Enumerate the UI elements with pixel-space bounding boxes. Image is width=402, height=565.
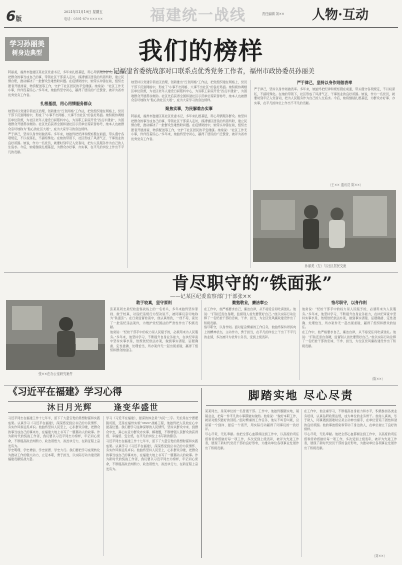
column-divider [299, 300, 300, 380]
article-1-title: 我们的榜样 [138, 36, 264, 65]
date-line: 2021年11月19日 星期五 [64, 10, 103, 14]
article-1-col-b2-text: 她坚持以党建引领社区治理，创新推出“红色网格”工作法，把党组织建在网格上，党员干部下沉到网格中，形成了“小事不出网格、大事不出社区”的良好局面。她积极协调辖区单位资源，为社区老年人建设日间照料中心，为双职工家庭开设“四点半课堂”，为困难群众开展帮扶救助。社区先后获得全国和谐社区示范单位等荣誉称号，她本人也被群众亲切地称为“贴心的社区大姐”，成为大家学习的身边榜样。 [131, 80, 247, 103]
article-2-photo [6, 300, 105, 370]
page-number [6, 6, 22, 25]
article-4-column-1 [205, 409, 299, 559]
article-1-col-c2-text: 严于律己，坚持以身作则做表率。多年来，她始终把纪律和规矩挺在前面，带头遵守各项规定，不以权谋私，不搞特殊化。在她的带领下，社区形成了风清气正、干事创业的良好氛围。她说，作为一名党员，就要时刻牢记入党誓词，把为人民服务作为自己的人生追求。今后，她将继续扎根基层，为群众办好事、办实事，在平凡的岗位上作出不平凡的贡献。 [254, 87, 395, 105]
article-3-subtitle-a: 沐日月光辉 [47, 402, 93, 412]
badge-line-1: 学习孙丽美 [9, 40, 45, 48]
article-1-byline: （王×× 通讯员 陈××） [328, 183, 364, 187]
paper-name: 福建统一战线 [150, 6, 247, 24]
article-1-right-head: 严于律己，坚持以身作则做表率 [296, 80, 353, 85]
photo-office [6, 300, 105, 370]
column-divider [250, 80, 251, 268]
editor-line: 责任编辑 刘×× [262, 12, 285, 16]
article-2-subtitle: ——记某区纪委监察部门干部张×× [170, 294, 252, 300]
article-2-col-a-text: 张某某同志是纪检监察战线上的一名老兵，多年来始终坚持原则、敢于较真，对违纪违规行为坚决说不，被同事们亲切地称为“铁面张”。在日常监督检查中，他认真细致，一丝不苟，查处了一批违纪违法案件，为维护党纪国法的严肃性作出了积极贡献。 [110, 307, 198, 330]
article-1-col-a-text: 阿丽美，福州市鼓楼区某社区党委书记，多年来扎根基层，用心用情服务群众。她坚持把群众的事当成自己的事，带领社区干部深入走访，摸清辖区居民的所思所盼，建立民情台账，推动解决了一批群众急难愁盼问题。在疫情防控中，她带头冲锋在前，组织志愿者开展排查、物资配送等工作，守护了社区居民的平安健康。她常说：“社区工作无小事，件件连着民心。”多年来，她始终坚守初心，赢得了居民的广泛赞誉，被评为省市优秀党务工作者。 [8, 70, 124, 97]
article-4-byline: （刘××） [372, 554, 387, 558]
article-4-body-a: 某某同志，是某单位的一名普通干部。工作中，他始终脚踏实地，兢兢业业，把每一件平凡的小事都做实做细。他常说：“做好本职工作，就是对组织最好的回报。”面对繁重的工作任务，他从不叫苦叫累，总是第一个到岗、最后一个离开，用实际行动赢得了同事们的一致好评。 [205, 409, 299, 432]
article-2-photo-caption: 张××在办公室研究案件 [38, 372, 73, 376]
article-4-body-c: 尽心尽责，无私奉献。他把全部心血都倾注到工作中，以高度的责任感和使命感做好每一项工作，多次受到上级表彰，被评为先进工作者，展现了新时代党员干部的良好形象，为推动单位各项事业发展作出了积极贡献。 [205, 431, 299, 450]
article-4-body-b: 在工作中，他注重学习，不断提高自身能力和水平，积极参加各类业务培训，认真钻研政策法规，成为单位的业务骨干。他待人真诚，乐于助人，同事遇到困难时总是主动伸出援手，在单位营造了团结和谐的良好氛围。他的事迹感染和带动了身边的人，在单位树立了良好的榜样。 [304, 409, 397, 432]
article-3-column-1 [8, 416, 100, 558]
article-1-subtitle: ——记福建省委统战部对口联系点优秀党务工作者，福州市政协委员孙丽美 [100, 67, 315, 75]
sub-line: 电话：0591-87×××××× [64, 17, 103, 21]
article-2-col-b2-text: 他常说：“纪检干部手中的权力是人民赋予的，必须用来为人民服务。”多年来，他坚持学习，不断提升自身业务能力，在执纪审查中坚持实事求是，依规依纪依法办案，做到事实清楚、证据确凿、定性准确、处理恰当，所办案件无一起出现差错，赢得了组织和群众的信任。 [302, 307, 396, 330]
article-1-column-3 [254, 80, 395, 188]
article-1-photo-caption: 孙丽美（左）与社区居民交流 [304, 264, 347, 268]
article-1-photo [253, 190, 396, 262]
article-2-title: 肯尽职守的“铁面张” [172, 274, 333, 294]
article-3-title: 《习近平在福建》学习心得 [8, 387, 123, 398]
article-3-body-a: 习近平同志在福建工作十七年半，留下了大量宝贵的思想财富和实践成果。认真学习《习近平在福建》，深深感受到总书记的为民情怀、务实作风和远见卓识。他始终坚持人民至上，心系群众冷暖，把群众的事当成自己的事来办，在福建大地上书写了一篇篇动人的故事。作为新时代的统战工作者，我们要以习近平同志为榜样，牢记初心使命，不断提高政治判断力、政治领悟力、政治执行力，在新征程上奋发有为。 [8, 416, 100, 448]
article-1-section-head-2: 聚焦实事，为民解难办实事 [165, 105, 213, 111]
article-1-col-b-text: 她坚持以党建引领社区治理，创新推出“红色网格”工作法，把党组织建在网格上，党员干部下沉到网格中，形成了“小事不出网格、大事不出社区”的良好局面。她积极协调辖区单位资源，为社区老年人建设日间照料中心，为双职工家庭开设“四点半课堂”，为困难群众开展帮扶救助。社区先后获得全国和谐社区示范单位等荣誉称号，她本人也被群众亲切地称为“贴心的社区大姐”，成为大家学习的身边榜样。 [8, 108, 124, 131]
article-3-column-2 [106, 416, 198, 558]
column-divider [201, 300, 202, 380]
article-2-col-d-text: 恪尽职守，以身作则。面对复杂繁重的工作任务，他始终保持昂扬向上的精神状态，主动作为，勇于担当，在平凡的岗位上干出了不平凡的业绩，多次被评为优秀公务员，受到上级表彰。 [204, 325, 296, 339]
masthead-rule [4, 27, 398, 28]
page-number-digit: 6 [6, 9, 16, 25]
photo-scene [253, 190, 396, 262]
article-4-title: 脚踏实地 尽心尽责 [248, 389, 354, 402]
article-1-section-head-1: 扎根基层，用心用情服务群众 [40, 100, 92, 106]
article-3-body-b: 学习《习近平在福建》，最深的体会是“为民”二字。无论是在宁德摆脱贫困，还是在福州实施“3820”战略工程，他始终把人民放在心中最高位置。我们要学习这种深厚的人民情怀，坚持从群众中来、到群众中去，真心实意为群众办实事、解难题，不断增强人民群众的获得感、幸福感、安全感，在平凡的岗位上书写新的篇章。 [106, 416, 198, 439]
article-1-column-2 [131, 80, 247, 270]
article-4-title-rule [206, 405, 396, 406]
article-divider [201, 388, 202, 558]
article-2-byline: （陈××） [370, 377, 385, 381]
article-1-col-a2-text: 阿丽美，福州市鼓楼区某社区党委书记，多年来扎根基层，用心用情服务群众。她坚持把群众的事当成自己的事，带领社区干部深入走访，摸清辖区居民的所思所盼，建立民情台账，推动解决了一批群众急难愁盼问题。在疫情防控中，她带头冲锋在前，组织志愿者开展排查、物资配送等工作，守护了社区居民的平安健康。她常说：“社区工作无小事，件件连着民心。”多年来，她始终坚守初心，赢得了居民的广泛赞誉，被评为省市优秀党务工作者。 [131, 113, 247, 141]
article-4-column-2 [304, 409, 397, 551]
article-3-body-c: 学史明理、学史增信、学史崇德、学史力行。我们要把学习成果转化为推动工作的强大动力，立足本职，勇于担当，以实际行动为建设新福建贡献统战力量。 [8, 448, 100, 462]
article-2-head-3: 恪尽职守，以身作则 [331, 300, 367, 305]
page-number-suffix: 版 [15, 16, 22, 23]
article-2-column-1 [110, 300, 198, 380]
article-2-column-3 [302, 300, 396, 374]
article-3-subtitle-b: 逢变华盛世 [113, 402, 159, 412]
column-divider [127, 70, 128, 268]
article-4-body-c2: 尽心尽责，无私奉献。他把全部心血都倾注到工作中，以高度的责任感和使命感做好每一项工作，多次受到上级表彰，被评为先进工作者，展现了新时代党员干部的良好形象，为推动单位各项事业发展作出了积极贡献。 [304, 431, 397, 450]
badge-line-2: 树身边典型 [11, 50, 42, 57]
article-3-body-a2: 习近平同志在福建工作十七年半，留下了大量宝贵的思想财富和实践成果。认真学习《习近平在福建》，深深感受到总书记的为民情怀、务实作风和远见卓识。他始终坚持人民至上，心系群众冷暖，把群众的事当成自己的事来办，在福建大地上书写了一篇篇动人的故事。作为新时代的统战工作者，我们要以习近平同志为榜样，牢记初心使命，不断提高政治判断力、政治领悟力、政治执行力，在新征程上奋发有为。 [106, 438, 198, 471]
article-2-head-1: 敢于较真，坚守原则 [136, 300, 172, 305]
article-1-column-1 [8, 70, 124, 270]
article-2-col-c-text: 在工作中，他严格要求自己，廉洁自律，从不接受任何吃请送礼。他说：“打铁还需自身硬，监督别人首先要管好自己。”他以实际行动诠释了一名纪检干部的忠诚、干净、担当，为全区党风廉政建设作出了积极贡献。 [204, 307, 296, 325]
article-3-subtitle-box [8, 401, 198, 413]
article-2-column-2 [204, 300, 296, 380]
article-1-col-c-text: 严于律己，坚持以身作则做表率。多年来，她始终把纪律和规矩挺在前面，带头遵守各项规定，不以权谋私，不搞特殊化。在她的带领下，社区形成了风清气正、干事创业的良好氛围。她说，作为一名党员，就要时刻牢记入党誓词，把为人民服务作为自己的人生追求。今后，她将继续扎根基层，为群众办好事、办实事，在平凡的岗位上作出不平凡的贡献。 [8, 131, 124, 154]
masthead [0, 0, 402, 34]
article-2-col-c2-text: 在工作中，他严格要求自己，廉洁自律，从不接受任何吃请送礼。他说：“打铁还需自身硬，监督别人首先要管好自己。”他以实际行动诠释了一名纪检干部的忠诚、干净、担当，为全区党风廉政建设作出了积极贡献。 [302, 329, 396, 348]
column-divider [103, 416, 104, 556]
article-2-col-b-text: 他常说：“纪检干部手中的权力是人民赋予的，必须用来为人民服务。”多年来，他坚持学习，不断提升自身业务能力，在执纪审查中坚持实事求是，依规依纪依法办案，做到事实清楚、证据确凿、定性准确、处理恰当，所办案件无一起出现差错，赢得了组织和群众的信任。 [110, 329, 198, 353]
article-2-head-2: 勤勉敬业，廉洁奉公 [232, 300, 268, 305]
column-divider [301, 409, 302, 557]
section-title: 人物·互动 [312, 8, 369, 23]
